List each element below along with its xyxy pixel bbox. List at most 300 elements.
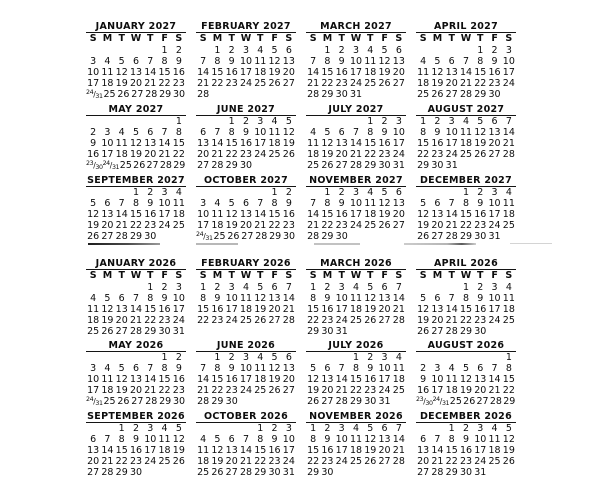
week-row (416, 326, 516, 337)
date-cell: 9 (147, 197, 154, 209)
date-cell: 28 (392, 455, 405, 467)
date-cell: 21 (445, 314, 458, 326)
date-cell: 28 (115, 230, 128, 242)
week-row (306, 138, 406, 149)
weekday-header (196, 33, 296, 45)
empty-cell (430, 45, 444, 56)
empty-cell (377, 231, 391, 242)
date-cell: 28 (445, 230, 458, 242)
weekday-label: S (285, 270, 293, 281)
date-cell: 18 (254, 66, 267, 78)
date-cell: 16 (211, 303, 224, 315)
date-cell: 20 (321, 384, 334, 396)
date-cell: 15 (364, 137, 377, 149)
date-cell: 19 (459, 384, 473, 396)
date-cell: 7 (505, 115, 512, 127)
date-cell: 26 (474, 148, 487, 160)
weekday-label: T (228, 33, 235, 44)
week-row (416, 293, 516, 304)
separator-dash (314, 243, 360, 245)
date-cell: 13 (282, 362, 295, 374)
date-cell: 3 (257, 115, 264, 127)
date-cell: 25 (213, 230, 226, 242)
date-cell: 17 (158, 208, 171, 220)
date-cell: 30 (268, 466, 281, 478)
date-cell: 13 (197, 137, 210, 149)
month-october-2026 (196, 411, 296, 478)
date-cell: 12 (172, 433, 185, 445)
date-cell: 9 (271, 433, 278, 445)
week-row (86, 326, 186, 337)
date-cell: 25 (392, 384, 405, 396)
date-cell: 18 (101, 77, 114, 89)
date-cell: 8 (118, 433, 125, 445)
date-cell: 27 (131, 88, 144, 100)
date-cell: 18 (364, 66, 377, 78)
month-february-2026 (196, 258, 296, 337)
date-cell: 26 (87, 230, 100, 242)
date-cell: 17 (378, 373, 391, 385)
date-cell: 18 (488, 444, 501, 456)
date-cell: 16 (158, 303, 171, 315)
date-cell: 8 (367, 126, 374, 138)
date-cell: 19 (225, 219, 238, 231)
date-cell: 9 (175, 362, 182, 374)
weekday-label: F (381, 33, 388, 44)
date-cell: 12 (364, 292, 377, 304)
date-cell: 4 (161, 422, 168, 434)
empty-cell (100, 352, 114, 363)
empty-cell (282, 396, 296, 407)
date-cell: 26 (268, 77, 281, 89)
date-cell: 21 (197, 384, 210, 396)
separator-dash (196, 243, 238, 245)
month-december-2027 (416, 175, 516, 243)
week-row (196, 396, 296, 407)
date-cell: 11 (502, 197, 515, 209)
date-cell: 6 (395, 186, 402, 198)
weekday-label: W (350, 270, 362, 281)
week-row (196, 467, 296, 478)
week-row (196, 293, 296, 304)
date-cell: 9 (491, 55, 498, 67)
date-cell: 15 (158, 373, 171, 385)
week-row (196, 315, 296, 326)
empty-cell (335, 467, 349, 478)
date-cell: 14 (335, 373, 348, 385)
week-row (416, 385, 516, 396)
date-cell: 20 (115, 314, 128, 326)
date-cell: 23 (335, 219, 348, 231)
date-cell: 1 (310, 422, 317, 434)
date-cell: 2 (420, 362, 427, 374)
date-cell: 8 (310, 292, 317, 304)
month-march-2027 (306, 21, 406, 101)
date-cell: 29 (211, 395, 224, 407)
date-cell: 20 (87, 455, 100, 467)
date-cell: 24 (349, 219, 363, 231)
date-cell: 5 (434, 55, 441, 67)
date-cell: 19 (211, 455, 224, 467)
date-cell: 10 (488, 197, 501, 209)
date-cell: 17 (431, 384, 444, 396)
date-cell: 15 (459, 303, 473, 315)
date-cell: 2 (147, 186, 154, 198)
date-cell: 27 (417, 466, 430, 478)
date-cell: 26 (431, 88, 444, 100)
date-cell: 16 (239, 137, 253, 149)
empty-cell (416, 45, 430, 56)
date-cell: 11 (364, 197, 377, 209)
empty-cell (416, 187, 430, 198)
date-cell: 21 (239, 455, 253, 467)
date-cell: 28 (349, 159, 363, 171)
empty-cell (392, 396, 406, 407)
empty-cell (239, 396, 253, 407)
date-cell: 18 (268, 137, 281, 149)
date-cell: 19 (321, 148, 334, 160)
weekday-label: T (367, 33, 374, 44)
empty-cell (335, 352, 349, 363)
date-cell: 25 (239, 314, 253, 326)
weekday-label: S (89, 270, 97, 281)
date-cell: 13 (335, 137, 348, 149)
date-cell: 20 (197, 148, 210, 160)
date-cell: 18 (392, 373, 405, 385)
date-cell: 22 (172, 148, 185, 160)
week-row (196, 304, 296, 315)
date-cell: 7 (434, 433, 441, 445)
date-cell: 23 (474, 314, 487, 326)
date-cell: 26 (101, 325, 114, 337)
date-cell: 9 (434, 126, 441, 138)
date-cell: 22 (445, 455, 458, 467)
empty-cell (129, 45, 143, 56)
date-cell: 13 (321, 373, 334, 385)
date-cell: 27 (101, 230, 114, 242)
week-row (416, 116, 516, 127)
date-cell: 2 (161, 281, 168, 293)
date-cell: 9 (228, 55, 235, 67)
date-cell: 8 (214, 55, 221, 67)
date-cell: 14 (392, 433, 405, 445)
empty-cell (392, 231, 406, 242)
date-cell: 4 (491, 422, 498, 434)
date-cell: 20 (282, 373, 295, 385)
weekday-label: T (257, 33, 264, 44)
weekday-label: F (491, 270, 498, 281)
date-cell: 21 (459, 77, 473, 89)
week-row (86, 138, 186, 149)
date-cell: 13 (225, 444, 238, 456)
month-title: APRIL 2027 (416, 21, 516, 33)
empty-cell (100, 423, 114, 434)
date-cell: 22 (129, 219, 143, 231)
date-cell: 19 (87, 219, 100, 231)
week-row (416, 423, 516, 434)
date-cell: 15 (115, 444, 128, 456)
date-cell: 14 (144, 373, 157, 385)
empty-cell (115, 45, 129, 56)
date-cell: 6 (420, 433, 427, 445)
empty-cell (306, 45, 320, 56)
empty-cell (115, 352, 129, 363)
date-cell: 2 (175, 44, 182, 56)
date-cell: 28 (307, 230, 320, 242)
month-title: DECEMBER 2026 (416, 411, 516, 423)
date-cell: 5 (132, 126, 140, 138)
date-cell: 1 (214, 351, 221, 363)
date-cell: 27 (431, 325, 444, 337)
week-row (86, 293, 186, 304)
date-cell: 17 (488, 303, 501, 315)
date-cell: 5 (367, 281, 374, 293)
date-cell: 3 (448, 115, 455, 127)
date-cell: 23 (172, 384, 185, 396)
empty-cell (239, 187, 253, 198)
date-cell: 19 (115, 77, 128, 89)
week-row (86, 363, 186, 374)
date-cell: 6 (285, 44, 292, 56)
date-cell: 23 (172, 77, 185, 89)
weekday-label: M (102, 270, 113, 281)
month-march-2026 (306, 258, 406, 337)
week-row (86, 67, 186, 78)
date-cell: 3 (477, 422, 484, 434)
date-cell: 24 (335, 455, 348, 467)
date-cell: 26 (378, 219, 391, 231)
week-row (86, 374, 186, 385)
date-cell: 30 (459, 466, 473, 478)
date-cell: 3 (381, 351, 388, 363)
date-cell: 9 (338, 197, 345, 209)
month-december-2026 (416, 411, 516, 478)
month-title: AUGUST 2027 (416, 104, 516, 116)
date-cell: 1 (118, 422, 125, 434)
month-title: OCTOBER 2026 (196, 411, 296, 423)
date-cell: 28 (307, 88, 320, 100)
empty-cell (143, 116, 157, 127)
date-cell: 11 (417, 66, 430, 78)
date-cell: 20 (392, 66, 405, 78)
date-cell: 22 (211, 77, 224, 89)
empty-cell (502, 89, 516, 100)
date-cell: 8 (161, 362, 168, 374)
date-cell: 10 (87, 66, 100, 78)
month-january-2026 (86, 258, 186, 337)
date-cell: 1 (132, 186, 140, 198)
week-row (416, 78, 516, 89)
date-cell: 18 (211, 219, 224, 231)
date-cell: 28 (145, 88, 158, 100)
date-cell: 2 (90, 126, 97, 138)
date-cell: 29 (307, 466, 320, 478)
date-cell: 1 (200, 281, 207, 293)
date-cell: 24 (474, 455, 487, 467)
weekday-label: T (257, 270, 264, 281)
date-cell: 17 (392, 137, 405, 149)
date-cell: 4 (175, 186, 182, 198)
weekday-header (86, 270, 186, 282)
date-cell: 1 (462, 281, 470, 293)
date-cell: 22 (459, 219, 473, 231)
date-cell: 30 (378, 159, 391, 171)
date-cell: 16 (431, 137, 444, 149)
week-row (196, 56, 296, 67)
date-cell: 2 (324, 422, 331, 434)
date-cell: 7 (352, 126, 360, 138)
date-cell: 13 (378, 292, 391, 304)
date-cell: 14 (144, 66, 157, 78)
week-row (306, 149, 406, 160)
date-cell: 7 (200, 55, 207, 67)
date-cell: 8 (477, 55, 484, 67)
month-title: MARCH 2026 (306, 258, 406, 270)
date-cell: 4 (118, 126, 125, 138)
date-cell: 20 (225, 455, 238, 467)
empty-cell (100, 187, 114, 198)
date-cell: 7 (161, 126, 168, 138)
date-cell: 10 (335, 433, 348, 445)
week-row (416, 396, 516, 408)
weekday-label: M (432, 33, 443, 44)
date-cell: 13 (378, 433, 391, 445)
empty-cell (86, 423, 100, 434)
month-title: JANUARY 2026 (86, 258, 186, 270)
date-cell: 19 (378, 208, 391, 220)
date-cell: 16 (488, 66, 501, 78)
date-cell: 11 (307, 137, 320, 149)
date-cell: 6 (491, 115, 498, 127)
empty-cell (225, 89, 239, 100)
date-cell: 24 (392, 148, 405, 160)
date-cell: 5 (104, 292, 111, 304)
date-cell: 26 (307, 395, 320, 407)
month-august-2026 (416, 340, 516, 408)
week-row (86, 315, 186, 326)
week-row (196, 385, 296, 396)
weekday-label: S (419, 270, 427, 281)
empty-cell (459, 45, 473, 56)
date-cell: 26 (417, 230, 430, 242)
date-cell: 19 (417, 219, 430, 231)
date-cell: 1 (324, 44, 331, 56)
date-cell: 27 (225, 466, 238, 478)
date-cell: 19 (378, 66, 391, 78)
date-cell: 18 (349, 303, 363, 315)
empty-cell (377, 89, 391, 100)
empty-cell (210, 89, 224, 100)
date-cell: 25 (119, 159, 132, 171)
year-separator-marks (86, 242, 516, 246)
empty-cell (430, 423, 444, 434)
empty-cell (253, 160, 267, 171)
date-cell: 27 (197, 159, 210, 171)
date-cell: 14 (282, 292, 295, 304)
date-cell: 12 (321, 137, 334, 149)
date-cell: 11 (502, 292, 515, 304)
date-cell: 18 (115, 148, 128, 160)
week-row (416, 352, 516, 363)
date-cell: 24 (445, 148, 458, 160)
date-cell: 30 (364, 395, 377, 407)
month-november-2027 (306, 175, 406, 243)
week-row (86, 89, 186, 101)
date-cell: 1 (214, 44, 221, 56)
date-cell: 28 (129, 325, 143, 337)
week-row (86, 45, 186, 56)
date-cell: 4 (242, 281, 250, 293)
weekday-label: T (147, 270, 154, 281)
date-cell: 4 (214, 197, 221, 209)
empty-cell (392, 326, 406, 337)
date-cell: 3 (352, 186, 360, 198)
empty-cell (349, 116, 363, 127)
empty-cell (487, 352, 501, 363)
weekday-label: S (395, 270, 403, 281)
date-cell: 9 (90, 137, 97, 149)
week-row (306, 231, 406, 242)
date-cell: 2 (462, 422, 470, 434)
empty-cell (392, 89, 406, 100)
date-cell: 19 (129, 148, 143, 160)
date-cell: 11 (349, 433, 363, 445)
date-cell: 27 (146, 159, 159, 171)
week-row (86, 282, 186, 293)
week-row (196, 434, 296, 445)
week-row (416, 282, 516, 293)
date-cell: 27 (476, 395, 489, 407)
date-cell: 2 (271, 422, 278, 434)
week-row (306, 116, 406, 127)
date-cell: 12 (502, 433, 515, 445)
date-cell: 8 (214, 362, 221, 374)
date-cell: 18 (349, 444, 363, 456)
date-cell: 21 (211, 148, 224, 160)
week-row (306, 282, 406, 293)
week-row (416, 138, 516, 149)
date-cell: 14 (445, 208, 458, 220)
date-cell: 14 (431, 444, 444, 456)
date-cell: 16 (172, 66, 185, 78)
date-cell: 4 (505, 186, 512, 198)
date-cell: 21 (445, 219, 458, 231)
weekday-label: W (240, 33, 252, 44)
date-cell: 29 (321, 230, 334, 242)
date-cell: 4 (104, 362, 111, 374)
date-cell: 6 (132, 55, 140, 67)
date-cell: 2 (477, 186, 484, 198)
week-row (306, 304, 406, 315)
empty-cell (196, 352, 210, 363)
date-cell: 20 (417, 455, 430, 467)
date-cell: 10 (378, 362, 391, 374)
week-row (196, 198, 296, 209)
month-may-2026 (86, 340, 186, 408)
date-cell: 1 (161, 44, 168, 56)
date-cell: 28 (392, 314, 405, 326)
date-cell: 2 (285, 186, 292, 198)
week-row (196, 138, 296, 149)
date-cell: 18 (87, 314, 100, 326)
date-cell: 23 (129, 455, 143, 467)
date-cell: 19 (417, 314, 430, 326)
date-cell: 21 (129, 314, 143, 326)
date-cell: 7 (310, 55, 317, 67)
week-row (416, 220, 516, 231)
date-cell: 4 (367, 44, 374, 56)
date-cell: 14 (197, 66, 210, 78)
